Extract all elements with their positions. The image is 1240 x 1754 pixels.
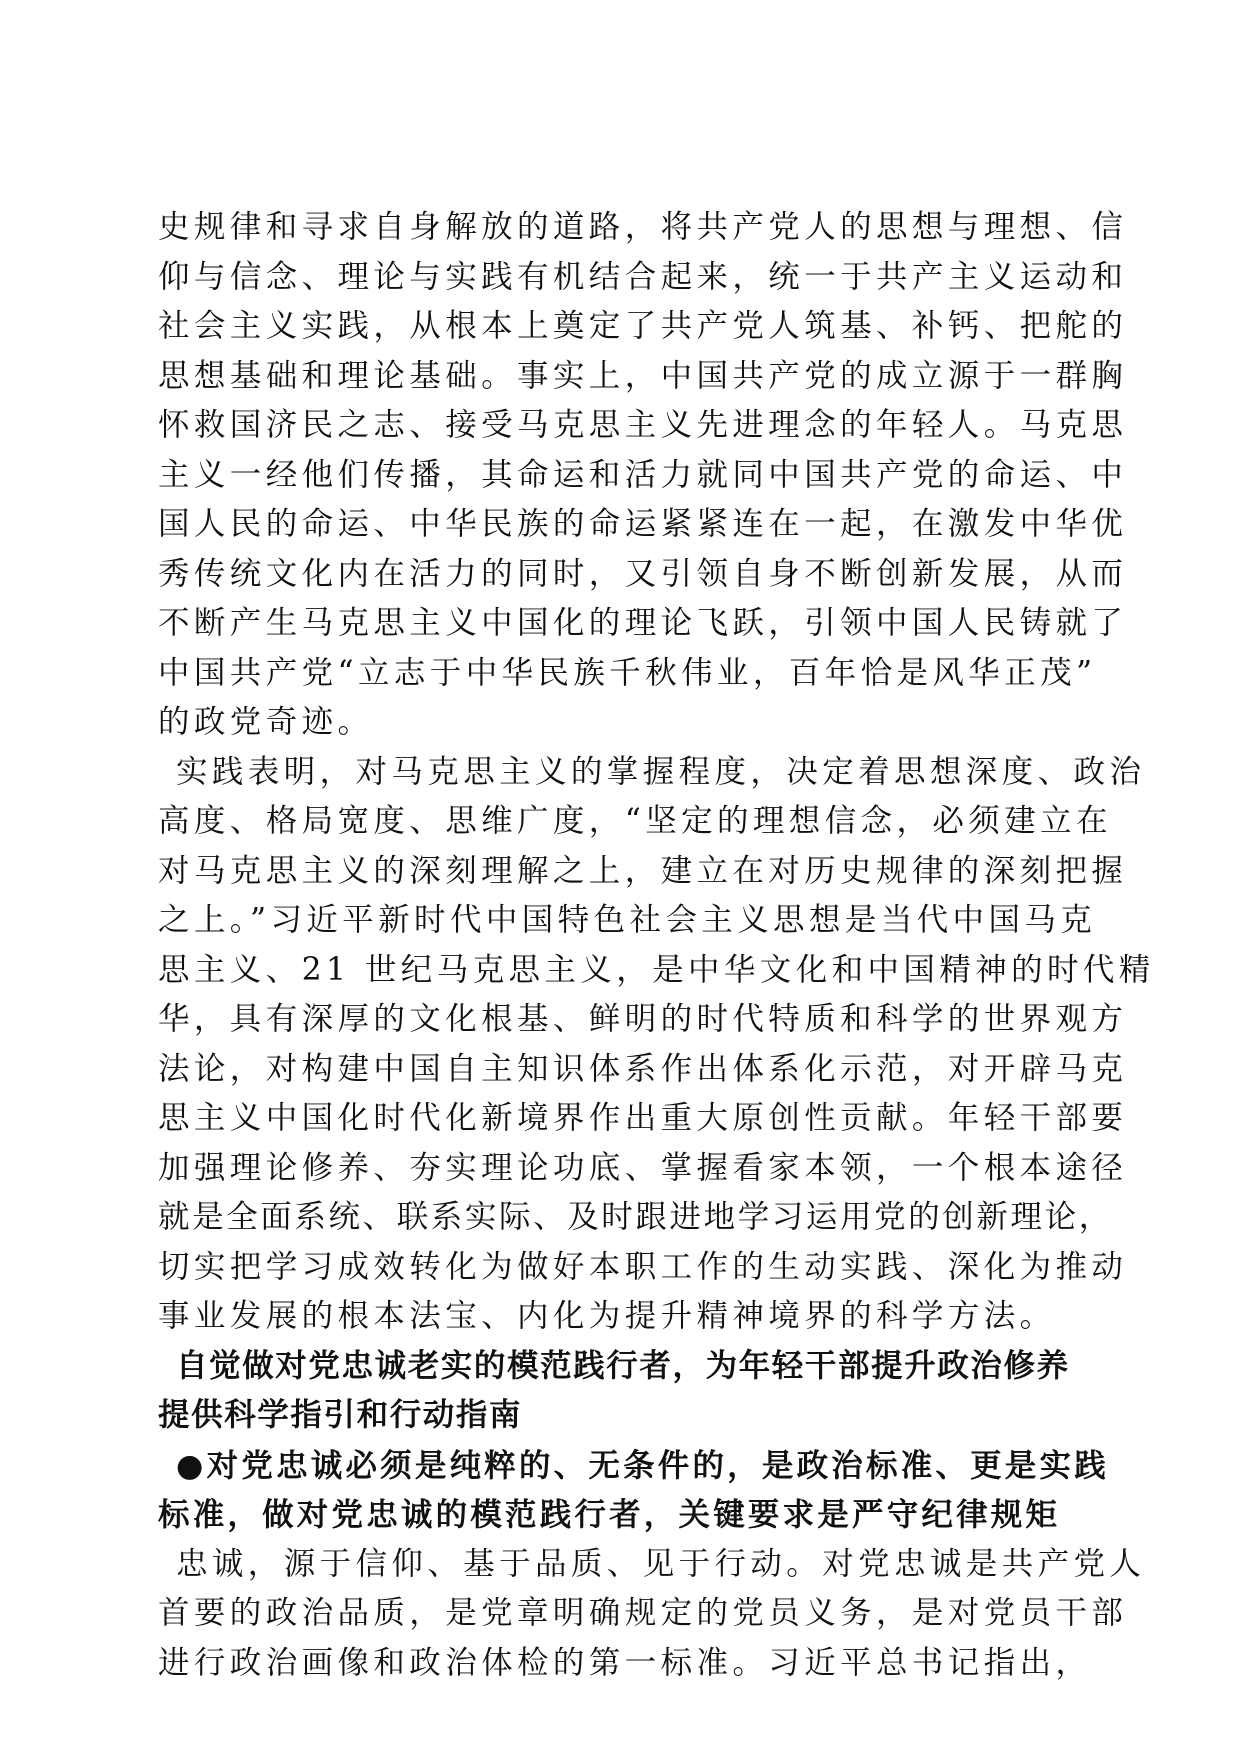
text-line: 进行政治画像和政治体检的第一标准。习近平总书记指出， xyxy=(158,1644,1092,1681)
text-line: 事业发展的根本法宝、内化为提升精神境界的科学方法。 xyxy=(158,1298,1056,1334)
text-line: 对马克思主义的深刻理解之上，建立在对历史规律的深刻把握 xyxy=(158,852,1128,889)
text-line: 忠诚，源于信仰、基于品质、见于行动。对党忠诚是共产党人 xyxy=(176,1545,1146,1582)
text-line: 就是全面系统、联系实际、及时跟进地学习运用党的创新理论， xyxy=(158,1199,1113,1235)
section-subheading xyxy=(158,1441,1109,1540)
subheading-line: ●对党忠诚必须是纯粹的、无条件的，是政治标准、更是实践 xyxy=(176,1446,1109,1484)
paragraph-marxism-history xyxy=(158,203,1128,748)
text-line: 思主义、21 世纪马克思主义，是中华文化和中国精神的时代精 xyxy=(158,951,1155,988)
text-line: 的政党奇迹。 xyxy=(158,704,374,740)
text-line: 首要的政治品质，是党章明确规定的党员义务，是对党员干部 xyxy=(158,1595,1128,1631)
section-heading xyxy=(158,1342,1088,1441)
heading-line: 自觉做对党忠诚老实的模范践行者，为年轻干部提升政治修养 xyxy=(176,1347,1070,1384)
text-line: 秀传统文化内在活力的同时，又引领自身不断创新发展，从而 xyxy=(158,555,1128,592)
paragraph-loyalty xyxy=(158,1540,1146,1689)
text-line: 社会主义实践，从根本上奠定了共产党人筑基、补钙、把舵的 xyxy=(158,308,1128,344)
text-line: 国人民的命运、中华民族的命运紧紧连在一起，在激发中华优 xyxy=(158,506,1128,542)
text-line: 史规律和寻求自身解放的道路，将共产党人的思想与理想、信 xyxy=(158,209,1128,245)
text-line: 高度、格局宽度、思维广度，“坚定的理想信念，必须建立在 xyxy=(158,803,1112,839)
text-line: 加强理论修养、夯实理论功底、掌握看家本领，一个根本途径 xyxy=(158,1149,1128,1186)
text-line: 思主义中国化时代化新境界作出重大原创性贡献。年轻干部要 xyxy=(158,1100,1128,1136)
text-line: 实践表明，对马克思主义的掌握程度，决定着思想深度、政治 xyxy=(176,753,1146,790)
paragraph-practice-shows xyxy=(158,748,1155,1342)
document-page xyxy=(158,203,1155,1688)
text-line: 之上。”习近平新时代中国特色社会主义思想是当代中国马克 xyxy=(158,902,1097,938)
text-line: 不断产生马克思主义中国化的理论飞跃，引领中国人民铸就了 xyxy=(158,605,1128,641)
text-line: 法论，对构建中国自主知识体系作出体系化示范，对开辟马克 xyxy=(158,1050,1128,1087)
text-line: 怀救国济民之志、接受马克思主义先进理念的年轻人。马克思 xyxy=(158,407,1128,443)
text-line: 华，具有深厚的文化根基、鲜明的时代特质和科学的世界观方 xyxy=(158,1001,1128,1037)
text-line: 中国共产党“立志于中华民族千秋伟业，百年恰是风华正茂” xyxy=(158,654,1097,691)
subheading-line: 标准，做对党忠诚的模范践行者，关键要求是严守纪律规矩 xyxy=(158,1496,1061,1533)
heading-line: 提供科学指引和行动指南 xyxy=(158,1397,523,1433)
text-line: 主义一经他们传播，其命运和活力就同中国共产党的命运、中 xyxy=(158,456,1128,493)
text-line: 切实把学习成效转化为做好本职工作的生动实践、深化为推动 xyxy=(158,1248,1128,1285)
text-line: 仰与信念、理论与实践有机结合起来，统一于共产主义运动和 xyxy=(158,258,1128,295)
text-line: 思想基础和理论基础。事实上，中国共产党的成立源于一群胸 xyxy=(158,357,1128,394)
